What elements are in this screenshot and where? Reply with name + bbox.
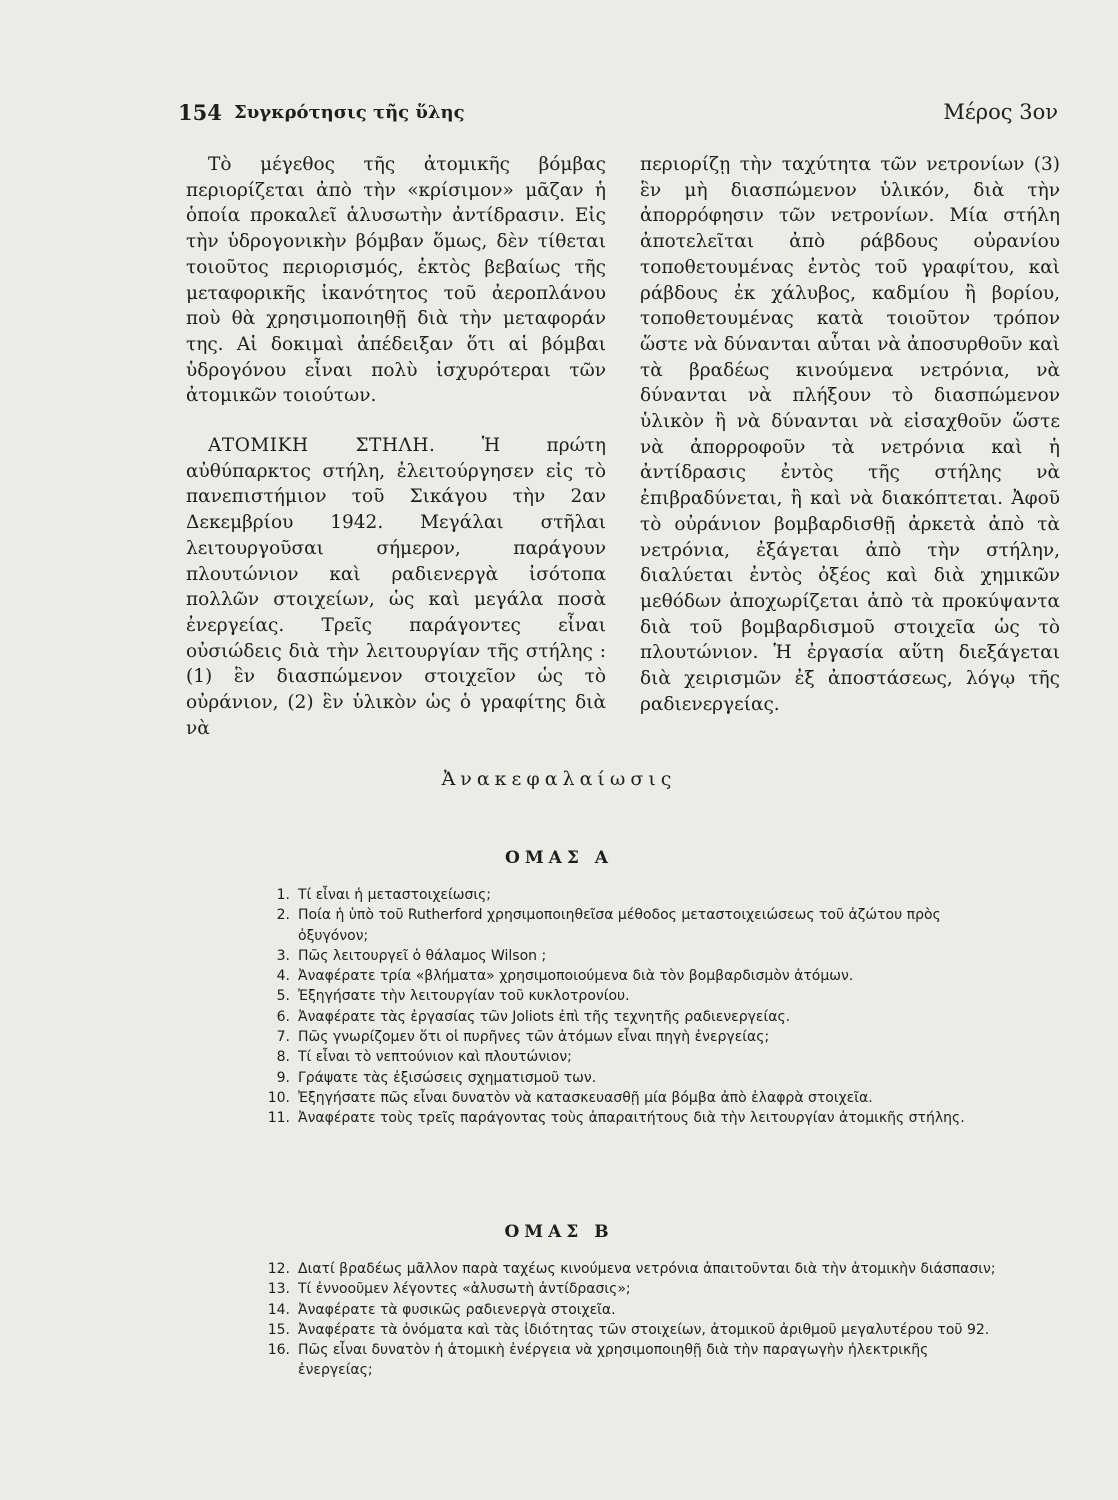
question-text: Ποία ἡ ὑπὸ τοῦ Rutherford χρησιμοποιηθεῖσα μέθοδος μεταστοιχειώσεως τοῦ ἀζώτου πρὸς ὀξυγόνον; xyxy=(298,907,941,944)
question-number: 13. xyxy=(267,1281,290,1298)
question-item xyxy=(264,966,1006,986)
question-item xyxy=(264,1068,1006,1088)
question-text: Ἀναφέρατε τὰ φυσικῶς ραδιενεργὰ στοιχεῖα. xyxy=(298,1301,616,1318)
question-text: Ἀναφέρατε τὰ ὀνόματα καὶ τὰς ἰδιότητας τῶν στοιχείων, ἀτομικοῦ ἀριθμοῦ μεγαλυτέρου τοῦ 92. xyxy=(298,1321,990,1338)
question-number: 11. xyxy=(267,1110,290,1127)
question-item xyxy=(264,1108,1006,1128)
left-paragraph-2-text: Ἡ πρώτη αὐθύπαρκτος στήλη, ἐλειτούργησεν εἰς τὸ πανεπιστήμιον τοῦ Σικάγου τὴν 2αν Δεκεμβρίου 1942. Μεγάλαι στῆλαι λειτουργοῦσαι σήμερον, παράγουν πλουτώνιον καὶ ραδιενεργὰ ἰσότοπα πολλῶν στοιχείων, ὡς καὶ μεγάλα ποσὰ ἐνεργείας. Τρεῖς παράγοντες εἶναι οὐσιώδεις διὰ τὴν λειτουργίαν τῆς στήλης : (1) ἓν διασπώμενον στοιχεῖον ὡς τὸ οὐράνιον, (2) ἓν ὑλικὸν ὡς ὁ γραφίτης διὰ νὰ xyxy=(186,435,606,739)
question-text: Τί ἐννοοῦμεν λέγοντες «ἁλυσωτὴ ἀντίδρασις»; xyxy=(298,1281,631,1298)
question-number: 15. xyxy=(267,1321,290,1338)
group-b-questions xyxy=(264,1259,1006,1381)
question-item xyxy=(264,1340,1006,1381)
question-item xyxy=(264,1320,1006,1340)
question-item xyxy=(264,885,1006,905)
question-number: 6. xyxy=(276,1008,290,1025)
summary-title: Ἀνακεφαλαίωσις xyxy=(441,768,677,790)
question-text: Τί εἶναι τὸ νεπτούνιον καὶ πλουτώνιον; xyxy=(298,1049,572,1066)
group-a-questions xyxy=(264,885,1006,1129)
left-paragraph-1: Τὸ μέγεθος τῆς ἀτομικῆς βόμβας περιορίζεται ἀπὸ τὴν «κρίσιμον» μᾶζαν ἡ ὁποία προκαλεῖ ἁλυσωτὴν ἀντίδρασιν. Εἰς τὴν ὑδρογονικὴν βόμβαν ὅμως, δὲν τίθεται τοιοῦτος περιορισμός, ἐκτὸς βεβαίως τῆς μεταφορικῆς ἱκανότητος τοῦ ἀεροπλάνου ποὺ θὰ χρησιμοποιηθῇ διὰ τὴν μεταφοράν της. Αἱ δοκιμαὶ ἀπέδειξαν ὅτι αἱ βόμβαι ὑδρογόνου εἶναι πολὺ ἰσχυρότεραι τῶν ἀτομικῶν τοιούτων. xyxy=(186,154,606,407)
question-item xyxy=(264,905,1006,946)
question-text: Γράψατε τὰς ἐξισώσεις σχηματισμοῦ των. xyxy=(298,1069,597,1086)
right-column xyxy=(640,152,1060,717)
question-text: Πῶς λειτουργεῖ ὁ θάλαμος Wilson ; xyxy=(298,947,547,964)
question-number: 4. xyxy=(276,968,290,985)
question-item xyxy=(264,946,1006,966)
running-title: Συγκρότησις τῆς ὕλης xyxy=(234,102,465,123)
question-item xyxy=(264,1088,1006,1108)
question-text: Ἀναφέρατε τρία «βλήματα» χρησιμοποιούμενα διὰ τὸν βομβαρδισμὸν ἀτόμων. xyxy=(298,968,854,985)
question-number: 5. xyxy=(276,988,290,1005)
question-item xyxy=(264,1047,1006,1067)
question-item xyxy=(264,1007,1006,1027)
question-number: 1. xyxy=(276,887,290,903)
group-b-heading: ΟΜΑΣ Β xyxy=(504,1222,614,1242)
question-item xyxy=(264,986,1006,1006)
question-item xyxy=(264,1027,1006,1047)
question-number: 2. xyxy=(276,907,290,924)
question-text: Πῶς γνωρίζομεν ὅτι οἱ πυρῆνες τῶν ἀτόμων εἶναι πηγὴ ἐνεργείας; xyxy=(298,1029,770,1046)
question-item xyxy=(264,1279,1006,1299)
page-number: 154 xyxy=(178,100,222,125)
question-text: Διατί βραδέως μᾶλλον παρὰ ταχέως κινούμενα νετρόνια ἀπαιτοῦνται διὰ τὴν ἀτομικὴν διάσπασιν; xyxy=(298,1261,996,1277)
group-a-heading: ΟΜΑΣ Α xyxy=(505,848,613,868)
question-text: Πῶς εἶναι δυνατὸν ἡ ἀτομικὴ ἐνέργεια νὰ χρησιμοποιηθῇ διὰ τὴν παραγωγὴν ἠλεκτρικῆς ἐνεργείας; xyxy=(298,1342,929,1379)
question-number: 10. xyxy=(267,1089,290,1106)
question-item xyxy=(264,1259,1006,1279)
question-number: 8. xyxy=(276,1049,290,1066)
question-text: Τί εἶναι ἡ μεταστοιχείωσις; xyxy=(298,887,491,903)
right-paragraph-1: περιορίζῃ τὴν ταχύτητα τῶν νετρονίων (3) ἓν μὴ διασπώμενον ὑλικόν, διὰ τὴν ἀπορρόφησιν τῶν νετρονίων. Μία στήλη ἀποτελεῖται ἀπὸ ράβδους οὐρανίου τοποθετουμένας ἐντὸς τοῦ γραφίτου, καὶ ράβδους ἐκ χάλυβος, καδμίου ἢ βορίου, τοποθετουμένας κατὰ τοιοῦτον τρόπον ὥστε νὰ δύνανται αὗται νὰ ἀποσυρθοῦν καὶ τὰ βραδέως κινούμενα νετρόνια, νὰ δύνανται νὰ πλήξουν τὸ διασπώμενον ὑλικὸν ἢ νὰ δύνανται νὰ εἰσαχθοῦν ὥστε νὰ ἀπορροφοῦν τὰ νετρόνια καὶ ἡ ἀντίδρασις ἐντὸς τῆς στήλης νὰ ἐπιβραδύνεται, ἢ καὶ νὰ διακόπτεται. Ἀφοῦ τὸ οὐράνιον βομβαρδισθῇ ἀρκετὰ ἀπὸ τὰ νετρόνια, ἐξάγεται ἀπὸ τὴν στήλην, διαλύεται ἐντὸς ὀξέος καὶ διὰ χημικῶν μεθόδων ἀποχωρίζεται ἀπὸ τὰ προκύψαντα διὰ τοῦ βομβαρδισμοῦ στοιχεῖα ὡς τὸ πλουτώνιον. Ἡ ἐργασία αὕτη διεξάγεται διὰ χειρισμῶν ἐξ ἀποστάσεως, λόγῳ τῆς ραδιενεργείας. xyxy=(640,154,1060,715)
question-number: 3. xyxy=(276,947,290,964)
question-number: 16. xyxy=(267,1342,290,1359)
question-number: 7. xyxy=(276,1029,290,1046)
section-heading-atomic-pile: ΑΤΟΜΙΚΗ ΣΤΗΛΗ. xyxy=(208,435,436,457)
question-number: 9. xyxy=(276,1069,290,1086)
question-text: Ἀναφέρατε τοὺς τρεῖς παράγοντας τοὺς ἀπαραιτήτους διὰ τὴν λειτουργίαν ἀτομικῆς στήλης. xyxy=(298,1110,965,1127)
question-number: 12. xyxy=(267,1261,290,1277)
question-item xyxy=(264,1300,1006,1320)
question-text: Ἐξηγήσατε πῶς εἶναι δυνατὸν νὰ κατασκευασθῇ μία βόμβα ἀπὸ ἐλαφρὰ στοιχεῖα. xyxy=(298,1089,873,1106)
question-number: 14. xyxy=(267,1301,290,1318)
question-text: Ἀναφέρατε τὰς ἐργασίας τῶν Joliots ἐπὶ τῆς τεχνητῆς ραδιενεργείας. xyxy=(298,1008,791,1025)
left-paragraph-2 xyxy=(186,433,606,741)
page-header xyxy=(178,100,1058,136)
left-column xyxy=(186,152,606,741)
part-label: Μέρος 3ον xyxy=(943,100,1058,124)
question-text: Ἐξηγήσατε τὴν λειτουργίαν τοῦ κυκλοτρονίου. xyxy=(298,988,630,1005)
